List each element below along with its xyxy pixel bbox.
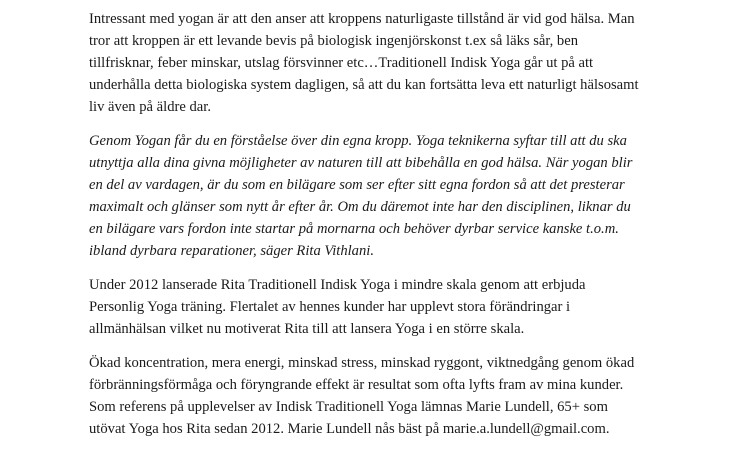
paragraph-launch-2012 (89, 274, 701, 340)
text-line: ibland dyrbara reparationer, säger Rita Vithlani. (89, 243, 374, 259)
text-line: underhålla detta biologiska system dagligen, så att du kan fortsätta leva ett naturligt hälsosamt (89, 77, 639, 93)
text-line: Som referens på upplevelser av Indisk Traditionell Yoga lämnas Marie Lundell, 65+ som (89, 399, 608, 415)
text-line: maximalt och glänser som nytt år efter år. Om du däremot inte har den disciplinen, liknar du (89, 199, 631, 215)
text-line: tillfrisknar, feber minskar, utslag försvinner etc…Traditionell Indisk Yoga går ut på att (89, 55, 594, 71)
text-line: förbränningsförmåga och föryngrande effekt är resultat som ofta lyfts fram av mina kunder. (89, 377, 624, 393)
text-line: liv även på äldre dar. (89, 99, 211, 115)
paragraph-yoga-health (89, 8, 701, 118)
text-line: allmänhälsan vilket nu motiverat Rita till att lansera Yoga i en större skala. (89, 321, 525, 337)
text-line: Genom Yogan får du en förståelse över din egna kropp. Yoga teknikerna syftar till att du ska (89, 133, 627, 149)
text-line: Personlig Yoga träning. Flertalet av hennes kunder har upplevt stora förändringar i (89, 299, 571, 315)
text-line: en bilägare vars fordon inte startar på mornarna och behöver dyrbar service kanske t.o.m. (89, 221, 619, 237)
text-line: Intressant med yogan är att den anser att kroppens naturligaste tillstånd är vid god hälsa. Man (89, 11, 635, 27)
text-line: tror att kroppen är ett levande bevis på biologisk ingenjörskonst t.ex så läks sår, ben (89, 33, 578, 49)
paragraph-quote-rita (89, 130, 701, 262)
paragraph-results-reference (89, 352, 701, 440)
text-line: Ökad koncentration, mera energi, minskad stress, minskad ryggont, viktnedgång genom ökad (89, 355, 635, 371)
document-page (89, 8, 701, 452)
text-line: utnyttja alla dina givna möjligheter av naturen till att bibehålla en god hälsa. När yogan blir (89, 155, 633, 171)
text-line: en del av vardagen, är du som en bilägare som ser efter sitt egna fordon så att det presterar (89, 177, 625, 193)
text-line: Under 2012 lanserade Rita Traditionell Indisk Yoga i mindre skala genom att erbjuda (89, 277, 586, 293)
text-line: utövat Yoga hos Rita sedan 2012. Marie Lundell nås bäst på marie.a.lundell@gmail.com. (89, 421, 610, 437)
